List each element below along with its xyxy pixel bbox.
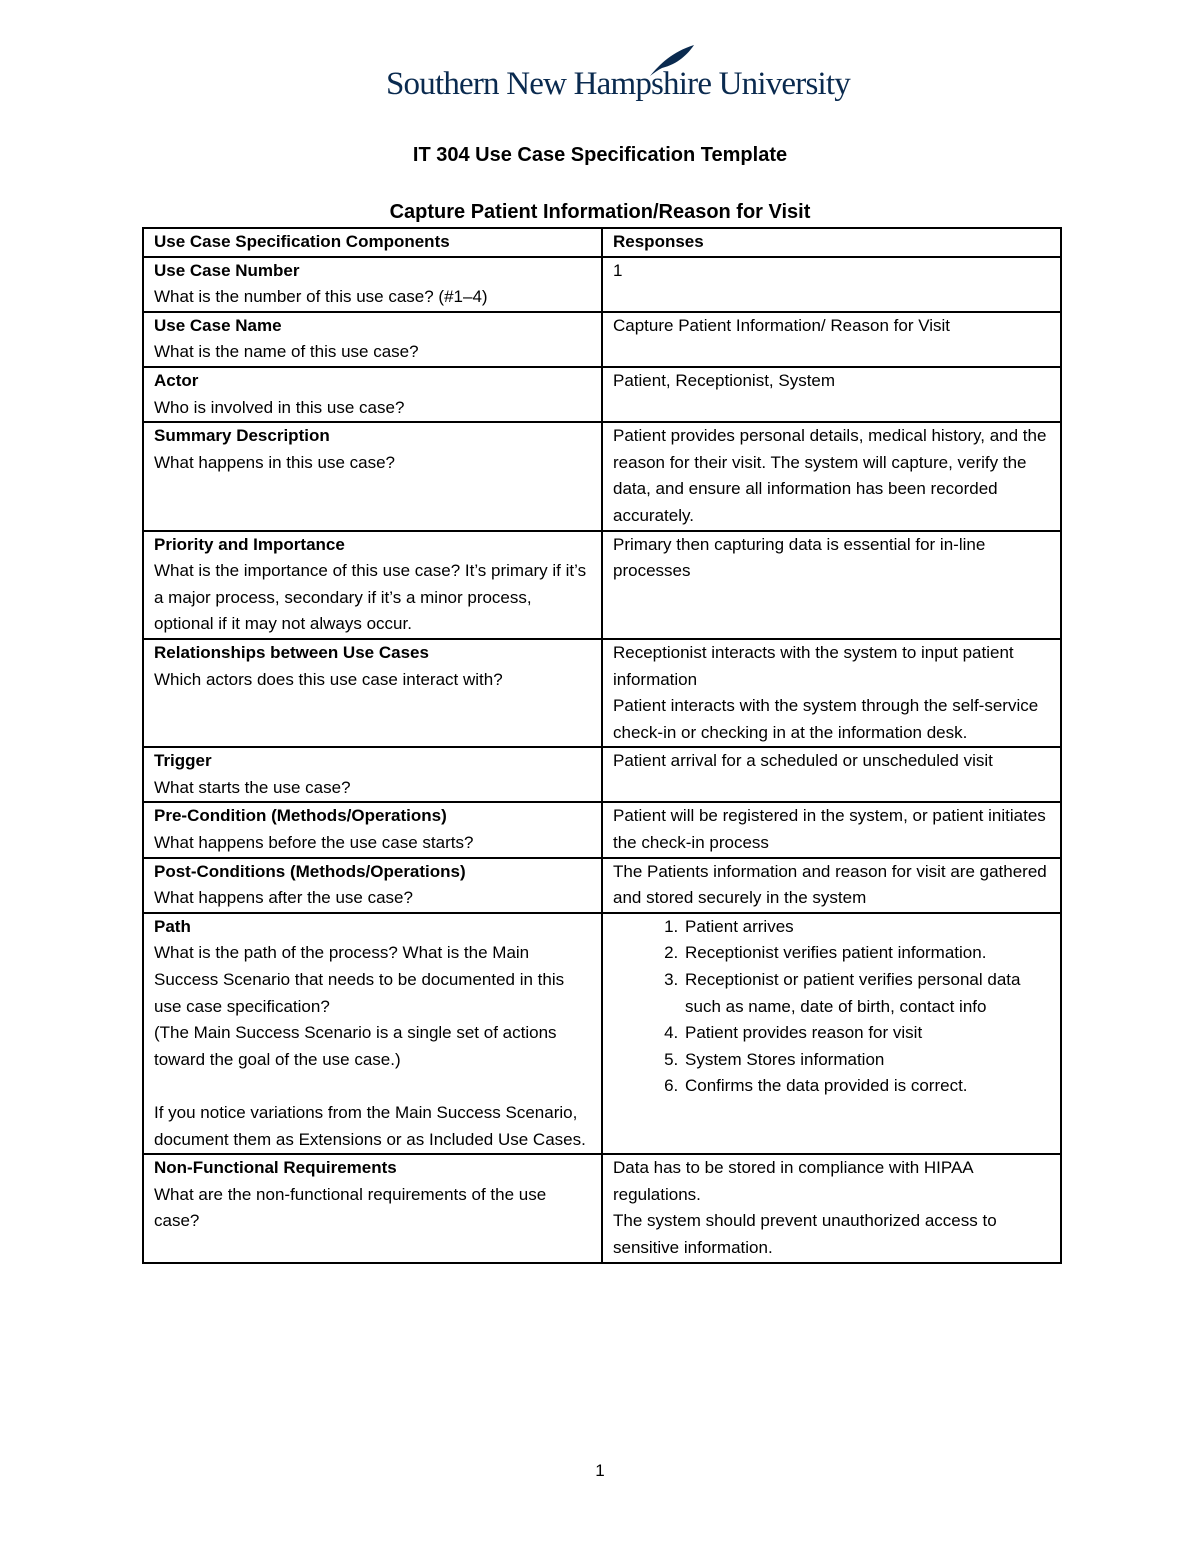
- path-step: 4. Patient provides reason for visit: [683, 1020, 1050, 1047]
- table-row: [143, 639, 1061, 747]
- response-cell: [602, 422, 1061, 530]
- component-question: What is the number of this use case? (#1–4): [154, 287, 488, 307]
- component-cell: [143, 802, 602, 857]
- component-label: Use Case Number: [154, 260, 300, 280]
- response-text: Capture Patient Information/ Reason for Visit: [613, 315, 951, 335]
- component-question: [154, 1073, 591, 1100]
- university-logo: [386, 44, 850, 110]
- response-cell: [602, 639, 1061, 747]
- response-cell: [602, 858, 1061, 913]
- component-label: Trigger: [154, 751, 212, 771]
- response-cell: [602, 747, 1061, 802]
- component-question: What is the importance of this use case? It’s primary if it’s a major process, secondary if it’s a minor process, optional if it may not always occur.: [154, 561, 587, 634]
- component-cell: [143, 531, 602, 639]
- component-cell: [143, 422, 602, 530]
- component-question: (The Main Success Scenario is a single set of actions toward the goal of the use case.): [154, 1023, 557, 1069]
- path-step: 5. System Stores information: [683, 1047, 1050, 1074]
- path-step: 6. Confirms the data provided is correct.: [683, 1073, 1050, 1100]
- component-label: Relationships between Use Cases: [154, 642, 429, 662]
- component-question: Who is involved in this use case?: [154, 397, 405, 417]
- component-cell: [143, 312, 602, 367]
- table-row: [143, 1154, 1061, 1262]
- use-case-spec-table: [142, 227, 1062, 1264]
- component-question: What happens after the use case?: [154, 888, 413, 908]
- component-question: What happens in this use case?: [154, 452, 395, 472]
- component-cell: [143, 257, 602, 312]
- response-text: The system should prevent unauthorized access to sensitive information.: [613, 1211, 997, 1257]
- feather-icon: [648, 44, 696, 78]
- component-question: What is the path of the process? What is the Main Success Scenario that needs to be documented in this use case specification?: [154, 943, 565, 1016]
- path-step: 3. Receptionist or patient verifies personal data such as name, date of birth, contact info: [683, 967, 1050, 1020]
- path-step: 2. Receptionist verifies patient information.: [683, 940, 1050, 967]
- component-cell: [143, 858, 602, 913]
- path-steps-list: [613, 914, 1050, 1100]
- table-row: [143, 913, 1061, 1154]
- component-label: Non-Functional Requirements: [154, 1158, 397, 1178]
- table-row: [143, 312, 1061, 367]
- logo-text: Southern New Hampshire University: [386, 66, 850, 102]
- component-cell: [143, 913, 602, 1154]
- response-cell: [602, 1154, 1061, 1262]
- use-case-title: Capture Patient Information/Reason for Visit: [389, 201, 811, 223]
- table-row: [143, 531, 1061, 639]
- column-header: Responses: [602, 228, 1061, 257]
- path-step: 1. Patient arrives: [683, 914, 1050, 941]
- component-question: What starts the use case?: [154, 777, 351, 797]
- response-cell: [602, 913, 1061, 1154]
- response-text: Patient will be registered in the system, or patient initiates the check-in process: [613, 806, 1046, 853]
- response-cell: [602, 312, 1061, 367]
- response-text: Patient arrival for a scheduled or unscheduled visit: [613, 751, 993, 771]
- response-cell: [602, 367, 1061, 422]
- component-question: If you notice variations from the Main Success Scenario, document them as Extensions or as Included Use Cases.: [154, 1103, 586, 1149]
- table-row: [143, 257, 1061, 312]
- table-row: [143, 747, 1061, 802]
- response-text: 1: [613, 260, 623, 280]
- page-number: 1: [595, 1461, 605, 1480]
- response-cell: [602, 257, 1061, 312]
- response-cell: [602, 802, 1061, 857]
- table-row: [143, 858, 1061, 913]
- response-text: Patient provides personal details, medical history, and the reason for their visit. The system will capture, verify the data, and ensure all information has been recorded accurately.: [613, 426, 1047, 525]
- component-question: What is the name of this use case?: [154, 342, 419, 362]
- response-text: The Patients information and reason for visit are gathered and stored securely in the system: [613, 861, 1047, 908]
- table-row: [143, 802, 1061, 857]
- component-cell: [143, 367, 602, 422]
- table-header-row: [143, 228, 1061, 257]
- table-row: [143, 422, 1061, 530]
- component-cell: [143, 1154, 602, 1262]
- component-label: Post-Conditions (Methods/Operations): [154, 861, 466, 881]
- component-question: What are the non-functional requirements of the use case?: [154, 1184, 547, 1231]
- component-label: Actor: [154, 370, 199, 390]
- response-text: Primary then capturing data is essential for in-line processes: [613, 534, 986, 581]
- component-cell: [143, 639, 602, 747]
- document-title: IT 304 Use Case Specification Template: [412, 144, 788, 166]
- component-label: Pre-Condition (Methods/Operations): [154, 806, 447, 826]
- component-question: Which actors does this use case interact with?: [154, 669, 503, 689]
- component-label: Priority and Importance: [154, 534, 345, 554]
- component-label: Path: [154, 916, 191, 936]
- table-row: [143, 367, 1061, 422]
- component-question: What happens before the use case starts?: [154, 833, 474, 853]
- response-text: Patient interacts with the system through the self-service check-in or checking in at the information desk.: [613, 696, 1039, 742]
- component-cell: [143, 747, 602, 802]
- response-text: Receptionist interacts with the system to input patient information: [613, 642, 1014, 689]
- response-text: Patient, Receptionist, System: [613, 370, 836, 390]
- column-header: Use Case Specification Components: [143, 228, 602, 257]
- response-cell: [602, 531, 1061, 639]
- response-text: Data has to be stored in compliance with HIPAA regulations.: [613, 1158, 973, 1204]
- component-label: Summary Description: [154, 426, 330, 446]
- component-label: Use Case Name: [154, 315, 282, 335]
